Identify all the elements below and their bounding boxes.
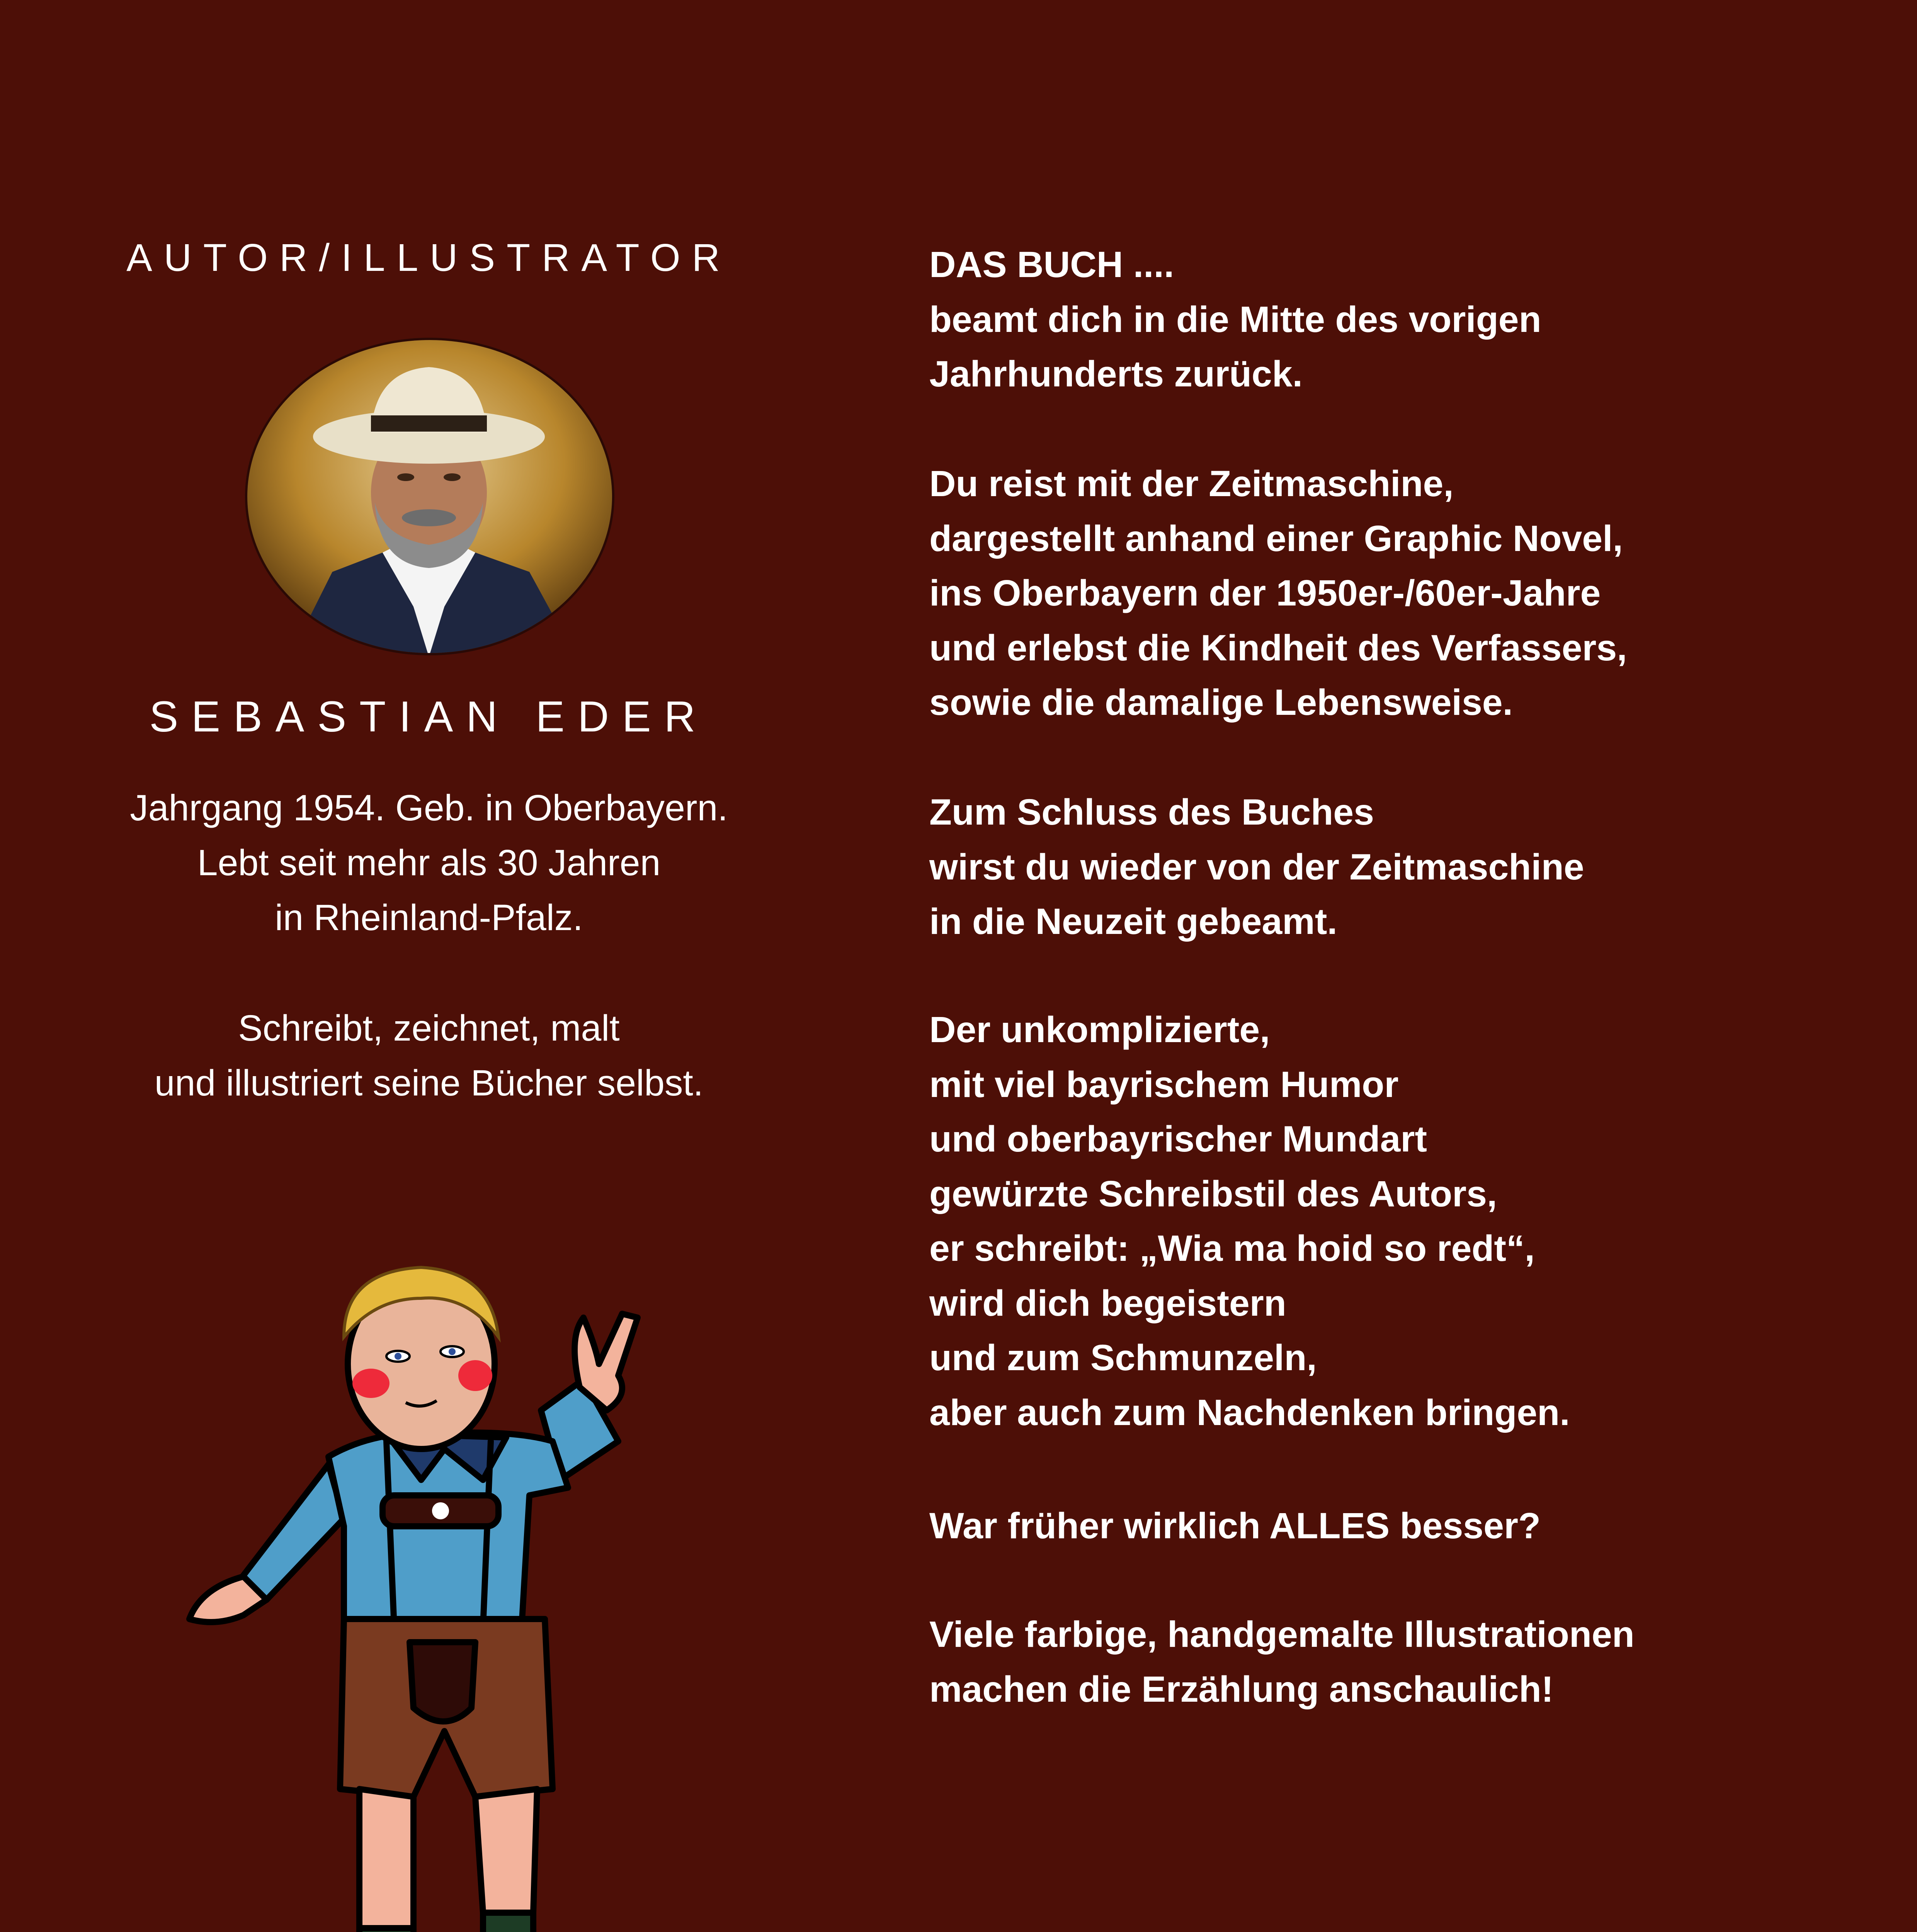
blurb-line: und zum Schmunzeln, bbox=[929, 1337, 1317, 1378]
author-role-heading: AUTOR/ILLUSTRATOR bbox=[126, 236, 731, 279]
boy-illustration bbox=[143, 1248, 707, 1932]
blurb-line: wird dich begeistern bbox=[929, 1282, 1286, 1324]
author-name: SEBASTIAN EDER bbox=[149, 692, 709, 741]
blurb-paragraph-2 bbox=[929, 457, 1880, 730]
blurb-line: DAS BUCH .... bbox=[929, 244, 1174, 285]
blurb-line: und oberbayrischer Mundart bbox=[929, 1119, 1427, 1160]
blurb-paragraph-4 bbox=[929, 1003, 1880, 1440]
blurb-line: und erlebst die Kindheit des Verfassers, bbox=[929, 627, 1627, 668]
author-bio-paragraph-1 bbox=[31, 781, 827, 945]
blurb-line: ins Oberbayern der 1950er-/60er-Jahre bbox=[929, 573, 1601, 614]
blurb-line: War früher wirklich ALLES besser? bbox=[929, 1505, 1541, 1546]
blurb-line: Jahrhunderts zurück. bbox=[929, 354, 1303, 395]
blurb-paragraph-3 bbox=[929, 785, 1880, 949]
blurb-line: dargestellt anhand einer Graphic Novel, bbox=[929, 518, 1623, 559]
blurb-line: mit viel bayrischem Humor bbox=[929, 1064, 1399, 1105]
bio-line: Jahrgang 1954. Geb. in Oberbayern. bbox=[130, 787, 728, 828]
blurb-line: aber auch zum Nachdenken bringen. bbox=[929, 1392, 1570, 1433]
blurb-line: machen die Erzählung anschaulich! bbox=[929, 1668, 1554, 1710]
blurb-paragraph-1 bbox=[929, 238, 1880, 402]
blurb-line: Zum Schluss des Buches bbox=[929, 792, 1374, 833]
author-bio-paragraph-2 bbox=[31, 1001, 827, 1111]
blurb-paragraph-6 bbox=[929, 1607, 1880, 1717]
blurb-line: Der unkomplizierte, bbox=[929, 1009, 1270, 1050]
bio-line: in Rheinland-Pfalz. bbox=[275, 897, 583, 938]
blurb-line: er schreibt: „Wia ma hoid so redt“, bbox=[929, 1228, 1535, 1269]
blurb-line: in die Neuzeit gebeamt. bbox=[929, 901, 1337, 942]
blurb-line: gewürzte Schreibstil des Autors, bbox=[929, 1173, 1497, 1214]
author-portrait bbox=[243, 336, 616, 657]
bio-line: und illustriert seine Bücher selbst. bbox=[154, 1063, 704, 1104]
blurb-line: wirst du wieder von der Zeitmaschine bbox=[929, 846, 1584, 888]
blurb-line: Du reist mit der Zeitmaschine, bbox=[929, 463, 1454, 504]
blurb-line: beamt dich in die Mitte des vorigen bbox=[929, 299, 1541, 340]
blurb-paragraph-5 bbox=[929, 1499, 1880, 1554]
bio-line: Lebt seit mehr als 30 Jahren bbox=[197, 842, 661, 883]
bio-line: Schreibt, zeichnet, malt bbox=[238, 1008, 620, 1049]
blurb-line: Viele farbige, handgemalte Illustrationen bbox=[929, 1614, 1635, 1655]
blurb-line: sowie die damalige Lebensweise. bbox=[929, 682, 1513, 723]
